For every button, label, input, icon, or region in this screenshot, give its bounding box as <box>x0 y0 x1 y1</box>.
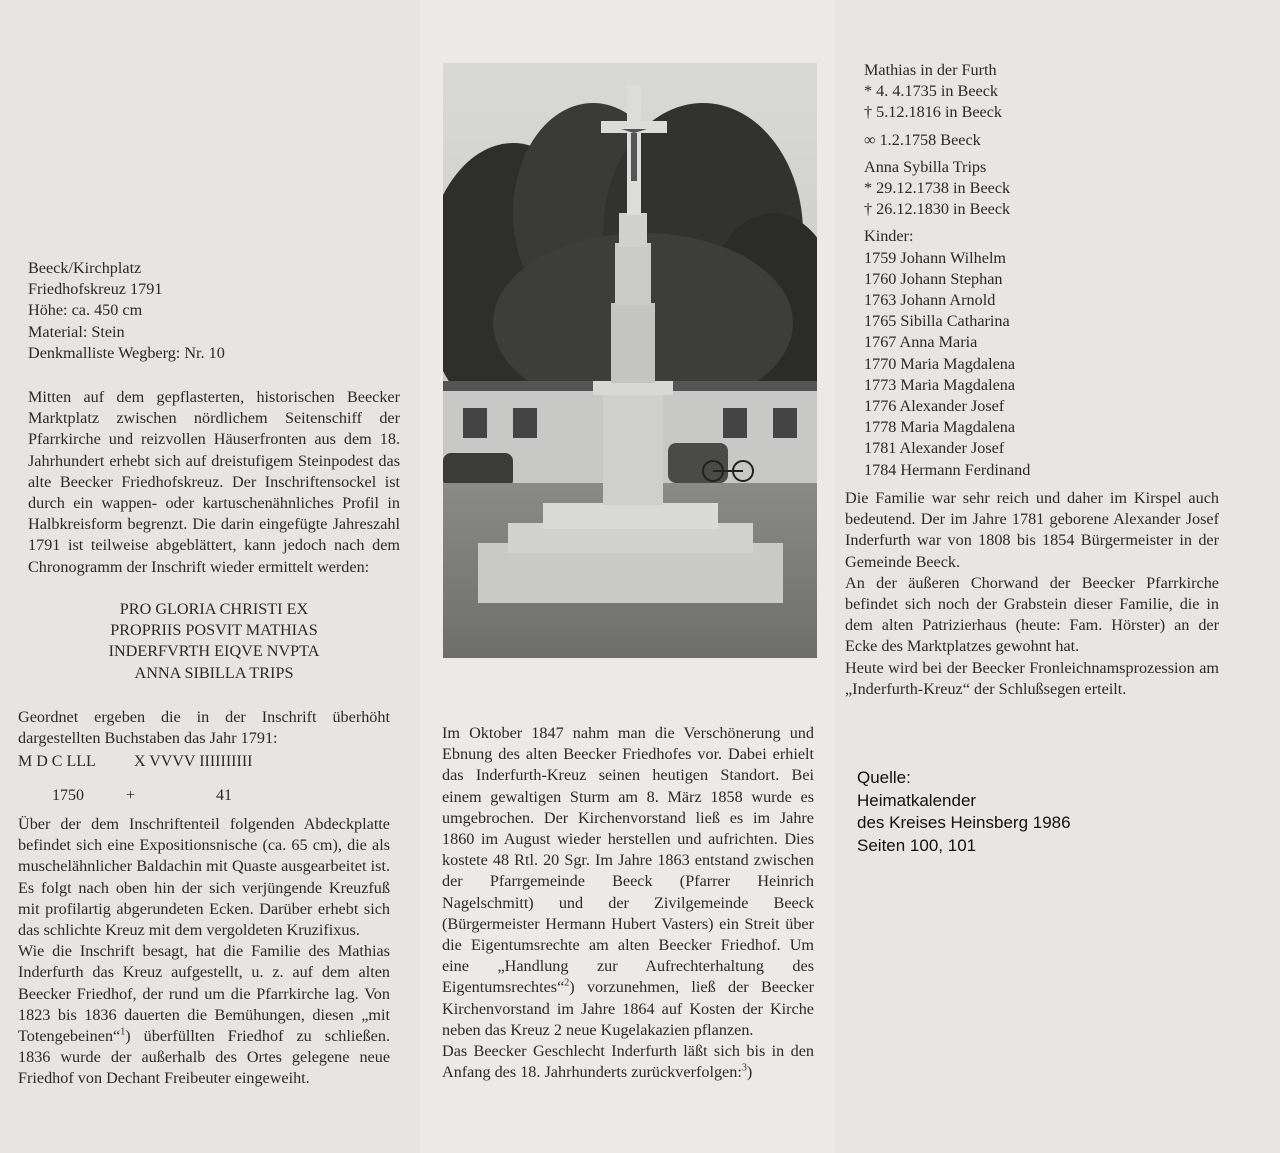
intro-paragraph <box>28 387 400 578</box>
genealogy-wife: Anna Sybilla Trips <box>864 157 987 176</box>
source-credit <box>857 767 1071 857</box>
genealogy-children-label: Kinder: <box>864 227 914 246</box>
facts-line: Material: Stein <box>28 322 125 341</box>
left-body-text <box>18 814 390 1090</box>
genealogy-child: 1781 Alexander Josef <box>864 439 1005 458</box>
genealogy-child: 1773 Maria Magdalena <box>864 375 1016 394</box>
paragraph: An der äußeren Chorwand der Beecker Pfarrkirche befindet sich noch der Grabstein dieser Familie, die in dem alten Patrizierhaus (heute: Fam. Hörster) an der Ecke des Marktplatzes gewohnt hat. <box>845 573 1219 656</box>
paragraph <box>442 1041 814 1083</box>
footnote-mark: 1 <box>120 1026 126 1038</box>
source-line: Quelle: <box>857 768 911 787</box>
intro-text: Mitten auf dem gepflasterten, historischen Beecker Marktplatz zwischen nördlichem Seitenschiff der Pfarrkirche und reizvollen Häuserfronten aus dem 18. Jahrhundert erhebt sich auf dreistufigem Steinpodest das alte Beecker Friedhofskreuz. Der Inschriftensockel ist durch ein wappen- oder kartuschenähnliches Profil in Halbkreisform begrenzt. Die darin eingefügte Jahreszahl 1791 ist teilweise abgeblättert, kann jedoch nach dem Chronogramm der Inschrift wieder ermittelt werden: <box>28 388 400 576</box>
genealogy-marriage: ∞ 1.2.1758 Beeck <box>864 130 981 149</box>
cross-photo-illustration <box>443 63 817 658</box>
genealogy-child: 1763 Johann Arnold <box>864 291 996 310</box>
chronogram-intro <box>18 707 390 749</box>
paragraph: Die Familie war sehr reich und daher im Kirspel auch bedeutend. Der im Jahre 1781 geborene Alexander Josef Inderfurth war von 1808 bis 1854 Bürgermeister in der Gemeinde Beeck. <box>845 489 1219 571</box>
paragraph <box>442 723 814 1041</box>
source-line: Heimatkalender <box>857 790 977 810</box>
genealogy-child: 1776 Alexander Josef <box>864 397 1005 416</box>
genealogy-husband-born: * 4. 4.1735 in Beeck <box>864 82 998 101</box>
inscription-line: INDERFVRTH EIQVE NVPTA <box>108 642 320 661</box>
footnote-mark: 3 <box>741 1062 747 1074</box>
genealogy-husband-died: † 5.12.1816 in Beeck <box>864 103 1003 122</box>
inscription-line: PROPRIIS POSVIT MATHIAS <box>110 621 318 640</box>
facts-line: Denkmalliste Wegberg: Nr. 10 <box>28 343 225 362</box>
monument-facts <box>28 258 408 364</box>
source-line: Seiten 100, 101 <box>857 835 977 855</box>
chronogram-intro-text: Geordnet ergeben die in der Inschrift überhöht dargestellten Buchstaben das Jahr 1791: <box>18 708 390 748</box>
text-run: ) überfüllten Friedhof zu schließen. 1836 wurde der außerhalb des Ortes gelegene neue Friedhof von Dechant Freibeuter eingeweiht. <box>18 1027 390 1088</box>
text-run: Im Oktober 1847 nahm man die Verschönerung und Ebnung des alten Beecker Friedhofes vor. Dabei erhielt das Inderfurth-Kreuz seinen heutigen Standort. Bei einem gewaltigen Sturm am 8. März 1858 wurde es umgebrochen. Der Kirchenvorstand ließ es im Jahre 1860 im August wieder herstellen und aufrichten. Dies kostete 48 Rtl. 20 Sgr. Im Jahre 1863 entstand zwischen der Pfarrgemeinde Beeck (Pfarrer Heinrich Nagelschmitt) und der Zivilgemeinde Beeck (Bürgermeister Hermann Hubert Vasters) ein Streit über die Eigentumsrechte am alten Beecker Friedhof. Um eine „Handlung zur Aufrechterhaltung des Eigentumsrechtes“ <box>442 724 814 997</box>
facts-line: Friedhofskreuz 1791 <box>28 280 163 299</box>
genealogy-child: 1765 Sibilla Catharina <box>864 312 1010 331</box>
genealogy-child: 1759 Johann Wilhelm <box>864 248 1007 267</box>
middle-body-text <box>442 723 814 1083</box>
cemetery-cross-photo <box>443 63 817 658</box>
text-run: ) <box>746 1063 753 1082</box>
chronogram-plus: + <box>126 787 136 804</box>
genealogy-child: 1760 Johann Stephan <box>864 269 1003 288</box>
text-run: Das Beecker Geschlecht Inderfurth läßt sich bis in den Anfang des 18. Jahrhunderts zurückverfolgen: <box>442 1042 814 1082</box>
genealogy-child: 1770 Maria Magdalena <box>864 354 1016 373</box>
chronogram-sum-b: 41 <box>216 787 232 804</box>
chronogram-letters-b: X VVVV IIIIIIIIII <box>134 753 253 770</box>
paragraph <box>18 941 390 1089</box>
chronogram-sum-a: 1750 <box>52 787 84 804</box>
paragraph: Heute wird bei der Beecker Fronleichnamsprozession am „Inderfurth-Kreuz“ der Schlußsegen erteilt. <box>845 658 1219 698</box>
source-line: des Kreises Heinsberg 1986 <box>857 813 1071 832</box>
footnote-mark: 2 <box>564 978 570 990</box>
genealogy-husband: Mathias in der Furth <box>864 61 997 79</box>
inscription-line: PRO GLORIA CHRISTI EX <box>119 600 309 618</box>
facts-line: Beeck/Kirchplatz <box>28 259 142 277</box>
paragraph: Über der dem Inschriftenteil folgenden Abdeckplatte befindet sich eine Expositionsnische (ca. 65 cm), die als muschelähnlicher Baldachin mit Quaste ausgearbeitet ist. Es folgt nach oben hin der sich verjüngende Kreuzfuß mit profilartig abgerundeten Ecken. Darüber erhebt sich das schlichte Kreuz mit dem vergoldeten Kruzifixus. <box>18 815 390 940</box>
inscription-line: ANNA SIBILLA TRIPS <box>134 663 294 682</box>
inscription <box>28 599 400 684</box>
right-body-text <box>845 488 1219 700</box>
genealogy-child: 1778 Maria Magdalena <box>864 418 1016 437</box>
genealogy-wife-born: * 29.12.1738 in Beeck <box>864 179 1011 198</box>
genealogy <box>864 60 1224 481</box>
facts-line: Höhe: ca. 450 cm <box>28 301 143 320</box>
genealogy-child: 1767 Anna Maria <box>864 333 978 352</box>
text-run: Wie die Inschrift besagt, hat die Familie des Mathias Inderfurth das Kreuz aufgestellt, u. z. auf dem alten Beecker Friedhof, der rund um die Pfarrkirche lag. Von 1823 bis 1836 dauerten die Bemühungen, diesen „mit Totengebeinen“ <box>18 942 390 1046</box>
text-run: ) vorzunehmen, ließ der Beecker Kirchenvorstand im Jahre 1864 auf Kosten der Kirche neben das Kreuz 2 neue Kugelakazien pflanzen. <box>442 978 814 1039</box>
genealogy-child: 1784 Hermann Ferdinand <box>864 460 1031 479</box>
genealogy-wife-died: † 26.12.1830 in Beeck <box>864 200 1011 219</box>
chronogram-letters-a: M D C LLL <box>18 753 96 770</box>
